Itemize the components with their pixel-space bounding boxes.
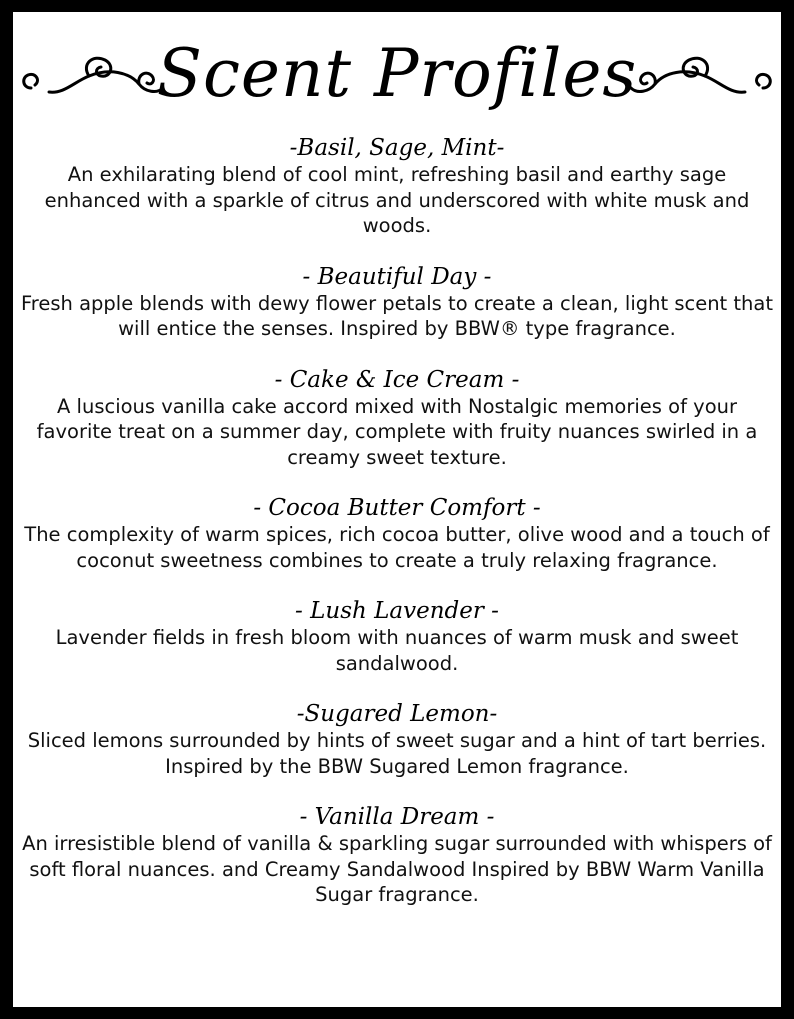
scent-name: -Basil, Sage, Mint- — [289, 135, 505, 161]
scent-name: -Sugared Lemon- — [296, 701, 498, 727]
scent-description: Lavender fields in fresh bloom with nuances of warm musk and sweet sandalwood. — [55, 626, 739, 675]
scent-profile-cocoa-butter-comfort — [13, 494, 781, 573]
scent-profile-beautiful-day — [13, 263, 781, 342]
scent-profile-vanilla-dream — [13, 803, 781, 908]
scent-description: The complexity of warm spices, rich cocoa butter, olive wood and a touch of coconut sweetness combines to create a truly relaxing fragrance. — [24, 523, 770, 572]
scent-profile-cake-ice-cream — [13, 366, 781, 471]
scent-profile-basil-sage-mint — [13, 134, 781, 239]
page-title: Scent Profiles — [156, 35, 638, 112]
scent-description: Fresh apple blends with dewy flower petals to create a clean, light scent that will entice the senses. Inspired by BBW® type fragrance. — [20, 291, 774, 340]
scent-description: An exhilarating blend of cool mint, refreshing basil and earthy sage enhanced with a sparkle of citrus and underscored with white musk and woods. — [44, 163, 750, 237]
scent-description: Sliced lemons surrounded by hints of sweet sugar and a hint of tart berries. Inspired by the BBW Sugared Lemon fragrance. — [27, 729, 767, 778]
document-page — [13, 12, 781, 1007]
scent-profile-lush-lavender — [13, 597, 781, 676]
scent-name: - Cocoa Butter Comfort - — [253, 495, 541, 521]
document-header — [13, 30, 781, 130]
scent-name: - Lush Lavender - — [295, 598, 499, 624]
scent-name: - Beautiful Day - — [302, 263, 492, 290]
scent-profile-list — [13, 134, 781, 932]
scent-description: An irresistible blend of vanilla & sparkling sugar surrounded with whispers of soft floral nuances. and Creamy Sandalwood Inspired by BBW Warm Vanilla Sugar fragrance. — [22, 832, 772, 906]
swirl-flourish-icon — [625, 50, 775, 110]
scent-description: A luscious vanilla cake accord mixed with Nostalgic memories of your favorite treat on a summer day, complete with fruity nuances swirled in a creamy sweet texture. — [36, 394, 758, 469]
scent-name: - Cake & Ice Cream - — [274, 366, 520, 393]
scent-profile-sugared-lemon — [13, 700, 781, 779]
scent-name: - Vanilla Dream - — [299, 804, 495, 830]
